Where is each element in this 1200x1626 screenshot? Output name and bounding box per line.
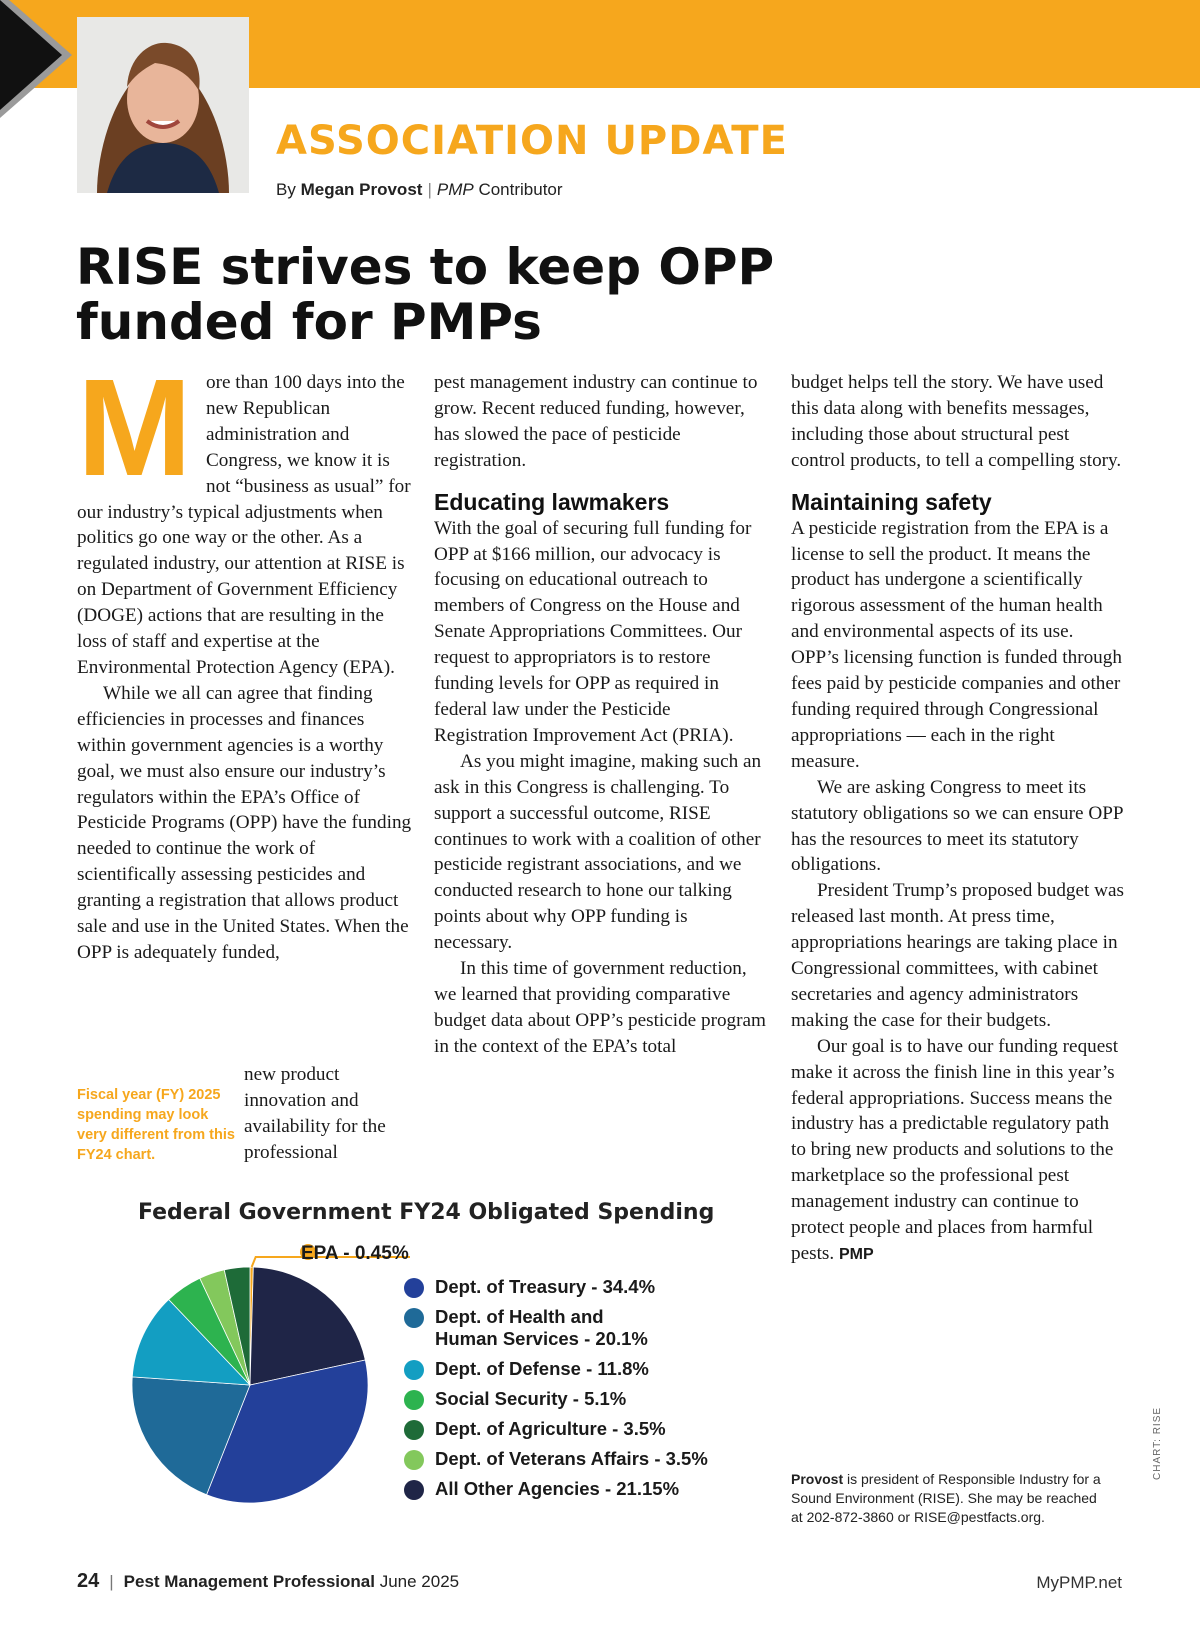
legend-label: Dept. of Defense - 11.8%	[435, 1358, 649, 1379]
byline-separator: |	[427, 180, 432, 199]
col3-paragraph-1: budget helps tell the story. We have used this data along with benefits messages, including those about structural pest control products, to tell a compelling story.	[791, 372, 1122, 471]
author-photo	[77, 17, 249, 193]
legend-swatch	[404, 1308, 424, 1328]
section-label: ASSOCIATION UPDATE	[276, 118, 788, 164]
legend-label: Dept. of Treasury - 34.4%	[435, 1276, 656, 1297]
byline-role-pub: PMP	[436, 180, 474, 199]
footer-separator: |	[109, 1572, 114, 1591]
page-number: 24	[77, 1570, 100, 1592]
legend-label: Dept. of Veterans Affairs - 3.5%	[435, 1448, 708, 1469]
column-3	[791, 370, 1126, 1268]
legend-label: Dept. of Agriculture - 3.5%	[435, 1418, 666, 1439]
author-bio	[791, 1470, 1111, 1527]
publication-name: Pest Management Professional	[123, 1572, 375, 1591]
legend-label-line: Dept. of Health and	[435, 1306, 604, 1327]
chart-caption: Fiscal year (FY) 2025 spending may look very different from this FY24 chart.	[77, 1087, 235, 1163]
col3-paragraph-2: A pesticide registration from the EPA is a license to sell the product. It means the product has undergone a scientifically rigorous assessment of the human health and environmental aspects of its use. OPP’s licensing function is funded through fees paid by pesticide companies and other funding required through Congressional appropriations — each in the right measure.	[791, 517, 1122, 772]
col2-paragraph-4: In this time of government reduction, we learned that providing comparative budget data about OPP’s pesticide program in the context of the EPA’s total	[434, 958, 766, 1057]
legend-label: Social Security - 5.1%	[435, 1388, 627, 1409]
col2-paragraph-2: With the goal of securing full funding for OPP at $166 million, our advocacy is focusing on educational outreach to members of Congress on the House and Senate Appropriations Committees. Our request to appropriators is to restore funding levels for OPP as required in federal law under the Pesticide Registration Improvement Act (PRIA).	[434, 517, 752, 746]
epa-callout-label: EPA - 0.45%	[301, 1243, 409, 1264]
col3-paragraph-5-text: Our goal is to have our funding request make it across the finish line in this year’s federal appropriations. Success means the industry has a predictable regulatory path to bring new products and solutions to the marketplace so the professional pest management industry can continue to protect people and places from harmful pests.	[791, 1035, 1119, 1264]
legend-item	[404, 1276, 708, 1306]
legend-swatch	[404, 1420, 424, 1440]
legend-swatch	[404, 1450, 424, 1470]
chart-credit: CHART: RISE	[1152, 1406, 1163, 1480]
legend-item	[404, 1306, 708, 1358]
col3-paragraph-3: We are asking Congress to meet its statutory obligations so we can ensure OPP has the resources to meet its statutory obligations.	[791, 776, 1123, 876]
legend-item	[404, 1388, 708, 1418]
col1-paragraph-2-tail: new product innovation and availability for the professional	[244, 1064, 386, 1163]
column-2	[434, 370, 769, 1060]
byline-prefix: By	[276, 180, 296, 199]
col2-paragraph-3: As you might imagine, making such an ask in this Congress is challenging. To support a successful outcome, RISE continues to work with a coalition of other pesticide registrant associations, and we conducted research to hone our talking points about why OPP funding is necessary.	[434, 750, 762, 954]
site-url: MyPMP.net	[1036, 1573, 1122, 1592]
headline: RISE strives to keep OPP funded for PMPs	[76, 238, 775, 351]
drop-cap: M	[77, 351, 192, 505]
legend-swatch	[404, 1360, 424, 1380]
col3-paragraph-4: President Trump’s proposed budget was released last month. At press time, appropriations hearings are taking place in Congressional committees, with cabinet secretaries and agency administrators making the case for their budgets.	[791, 880, 1124, 1031]
legend-item	[404, 1448, 708, 1478]
col1-paragraph-2: While we all can agree that finding efficiencies in processes and finances within government agencies is a worthy goal, we must also ensure our industry’s regulators within the EPA’s Office of Pesticide Programs (OPP) have the funding needed to continue the work of scientifically assessing pesticides and granting a registration that allows product sale and use in the United States. When the OPP is adequately funded,	[77, 682, 412, 963]
legend-swatch	[404, 1390, 424, 1410]
legend-label-line: Human Services - 20.1%	[435, 1328, 648, 1349]
legend-swatch	[404, 1480, 424, 1500]
bio-name: Provost	[791, 1471, 844, 1487]
end-mark: PMP	[838, 1246, 874, 1263]
pie-chart	[130, 1240, 410, 1515]
byline-role: Contributor	[478, 180, 563, 199]
column-1	[77, 351, 412, 966]
legend-label: All Other Agencies - 21.15%	[435, 1478, 680, 1499]
legend-item	[404, 1358, 708, 1388]
bio-text: is president of Responsible Industry for a Sound Environment (RISE). She may be reached at 202-872-3860 or RISE@pestfacts.org.	[791, 1471, 1101, 1525]
page-footer	[77, 1570, 459, 1593]
legend-swatch	[404, 1278, 424, 1298]
byline	[276, 180, 563, 200]
subhead-safety: Maintaining safety	[791, 488, 992, 515]
subhead-educating: Educating lawmakers	[434, 488, 670, 515]
section-arrow-icon	[0, 0, 62, 110]
col3-paragraph-5	[791, 1034, 1126, 1268]
chart-title: Federal Government FY24 Obligated Spending	[138, 1200, 715, 1225]
legend-item	[404, 1418, 708, 1448]
legend-label	[435, 1306, 648, 1350]
issue-date: June 2025	[379, 1572, 460, 1591]
col2-paragraph-1: pest management industry can continue to grow. Recent reduced funding, however, has slowed the pace of pesticide registration.	[434, 372, 758, 471]
legend-item	[404, 1478, 708, 1508]
col1-paragraph-1: ore than 100 days into the new Republican administration and Congress, we know it is not “business as usual” for our industry’s typical adjustments when politics go one way or the other. As a regulated industry, our attention at RISE is on Department of Government Efficiency (DOGE) actions that are resulting in the loss of staff and expertise at the Environmental Protection Agency (EPA).	[77, 372, 411, 678]
author-name: Megan Provost	[300, 180, 423, 199]
chart-legend	[404, 1276, 708, 1508]
